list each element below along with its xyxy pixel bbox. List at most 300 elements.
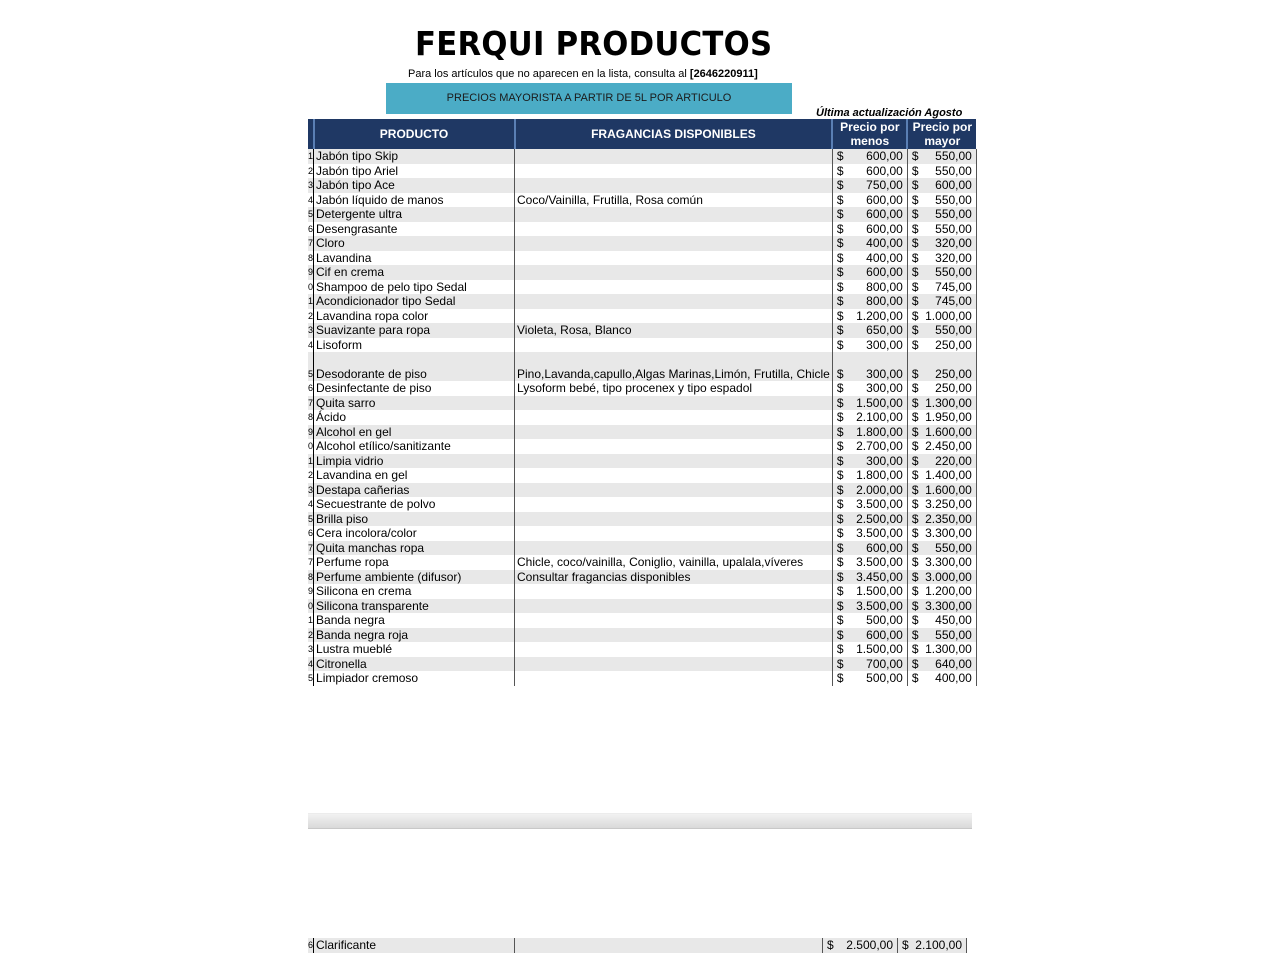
wholesale-price (907, 570, 976, 585)
wholesale-price (907, 628, 976, 643)
currency-symbol: $ (911, 555, 919, 570)
retail-price-value: 1.500,00 (856, 642, 903, 657)
retail-price-value: 3.500,00 (856, 555, 903, 570)
row-number: 2 (308, 468, 314, 483)
row-number: 1 (308, 613, 314, 628)
table-row (308, 657, 976, 672)
retail-price-value: 1.800,00 (856, 468, 903, 483)
currency-symbol: $ (836, 192, 844, 207)
currency-symbol: $ (836, 337, 844, 352)
product-fragrances (515, 149, 833, 164)
currency-symbol: $ (836, 526, 844, 541)
currency-symbol: $ (836, 323, 844, 338)
wholesale-price (907, 222, 976, 237)
retail-price-value: 1.800,00 (856, 424, 903, 439)
wholesale-price (907, 497, 976, 512)
retail-price-value: 300,00 (866, 337, 903, 352)
wholesale-price (898, 938, 967, 953)
retail-price (832, 599, 907, 614)
product-fragrances (515, 483, 833, 498)
product-fragrances (515, 541, 833, 556)
wholesale-price-value: 3.300,00 (925, 598, 972, 613)
table-row (308, 410, 976, 425)
wholesale-price (907, 338, 976, 353)
currency-symbol: $ (836, 613, 844, 628)
table-row (308, 613, 976, 628)
row-number: 1 (308, 294, 314, 309)
currency-symbol: $ (836, 555, 844, 570)
wholesale-price (907, 280, 976, 295)
row-number: 4 (308, 657, 314, 672)
currency-symbol: $ (911, 598, 919, 613)
last-updated-note: Última actualización Agosto (816, 107, 963, 119)
wholesale-price-value: 550,00 (935, 163, 972, 178)
table-row (308, 222, 976, 237)
retail-price-value: 2.100,00 (856, 410, 903, 425)
product-fragrances (515, 265, 833, 280)
table-row (308, 352, 976, 381)
row-number: 6 (308, 938, 314, 953)
currency-symbol: $ (836, 482, 844, 497)
currency-symbol: $ (836, 642, 844, 657)
currency-symbol: $ (911, 671, 919, 686)
product-name: Perfume ropa (314, 555, 515, 570)
retail-price (832, 512, 907, 527)
product-fragrances (515, 294, 833, 309)
retail-price (832, 657, 907, 672)
currency-symbol: $ (911, 395, 919, 410)
wholesale-price (907, 396, 976, 411)
wholesale-price-value: 550,00 (935, 221, 972, 236)
wholesale-price-value: 320,00 (935, 250, 972, 265)
wholesale-price-value: 1.300,00 (925, 395, 972, 410)
retail-price-value: 1.200,00 (856, 308, 903, 323)
row-number: 4 (308, 193, 314, 208)
retail-price-value: 600,00 (866, 221, 903, 236)
table-row (308, 541, 976, 556)
product-fragrances (515, 222, 833, 237)
contact-phone: [2646220911] (689, 68, 758, 80)
product-name: Ácido (314, 410, 515, 425)
table-row (308, 671, 976, 686)
currency-symbol: $ (911, 453, 919, 468)
retail-price (832, 541, 907, 556)
wholesale-price-value: 1.950,00 (925, 410, 972, 425)
row-number: 3 (308, 642, 314, 657)
table-row (308, 381, 976, 396)
product-fragrances (515, 178, 833, 193)
retail-price-value: 2.000,00 (856, 482, 903, 497)
currency-symbol: $ (911, 497, 919, 512)
row-number: 5 (308, 512, 314, 527)
retail-price-value: 700,00 (866, 656, 903, 671)
product-name: Perfume ambiente (difusor) (314, 570, 515, 585)
currency-symbol: $ (836, 207, 844, 222)
table-header-row (308, 119, 976, 149)
retail-price (832, 294, 907, 309)
row-number: 8 (308, 251, 314, 266)
row-number: 1 (308, 454, 314, 469)
retail-price-value: 3.500,00 (856, 526, 903, 541)
retail-price (832, 178, 907, 193)
product-name: Desengrasante (314, 222, 515, 237)
wholesale-price (907, 164, 976, 179)
wholesale-price-value: 320,00 (935, 236, 972, 251)
product-name: Destapa cañerias (314, 483, 515, 498)
product-name: Cera incolora/color (314, 526, 515, 541)
subtitle (408, 68, 758, 80)
table-row (308, 207, 976, 222)
currency-symbol: $ (911, 613, 919, 628)
retail-price-value: 300,00 (866, 381, 903, 396)
table-row (308, 149, 976, 164)
product-fragrances (515, 454, 833, 469)
currency-symbol: $ (911, 149, 919, 164)
wholesale-price-value: 220,00 (935, 453, 972, 468)
table-row (308, 396, 976, 411)
wholesale-price-value: 2.450,00 (925, 439, 972, 454)
currency-symbol: $ (911, 279, 919, 294)
product-fragrances (515, 613, 833, 628)
currency-symbol: $ (911, 381, 919, 396)
currency-symbol: $ (911, 540, 919, 555)
product-fragrances (515, 309, 833, 324)
product-fragrances (515, 439, 833, 454)
retail-price (832, 454, 907, 469)
wholesale-price (907, 555, 976, 570)
retail-price (832, 164, 907, 179)
currency-symbol: $ (836, 163, 844, 178)
retail-price (832, 251, 907, 266)
retail-price (832, 570, 907, 585)
wholesale-price (907, 483, 976, 498)
retail-price-value: 650,00 (866, 323, 903, 338)
product-fragrances: Coco/Vainilla, Frutilla, Rosa común (515, 193, 833, 208)
currency-symbol: $ (836, 250, 844, 265)
row-number: 3 (308, 178, 314, 193)
product-name: Citronella (314, 657, 515, 672)
currency-symbol: $ (827, 938, 834, 953)
product-fragrances (515, 164, 833, 179)
product-name: Jabón tipo Skip (314, 149, 515, 164)
product-fragrances (515, 671, 833, 686)
currency-symbol: $ (911, 468, 919, 483)
wholesale-price-value: 250,00 (935, 367, 972, 381)
retail-price-value: 600,00 (866, 627, 903, 642)
wholesale-price-value: 1.600,00 (925, 424, 972, 439)
retail-price (832, 338, 907, 353)
table-row (308, 236, 976, 251)
table-row (308, 280, 976, 295)
wholesale-price (907, 309, 976, 324)
currency-symbol: $ (836, 584, 844, 599)
row-number: 9 (308, 425, 314, 440)
retail-price-value: 400,00 (866, 236, 903, 251)
product-name: Lavandina en gel (314, 468, 515, 483)
wholesale-price (907, 671, 976, 686)
page-title: FERQUI PRODUCTOS (415, 24, 773, 63)
product-name: Banda negra (314, 613, 515, 628)
currency-symbol: $ (836, 569, 844, 584)
retail-price-value: 300,00 (866, 367, 903, 381)
row-number: 0 (308, 280, 314, 295)
currency-symbol: $ (836, 424, 844, 439)
retail-price (832, 280, 907, 295)
row-number: 1 (308, 149, 314, 164)
wholesale-price (907, 439, 976, 454)
row-number: 0 (308, 439, 314, 454)
currency-symbol: $ (911, 221, 919, 236)
row-number: 4 (308, 497, 314, 512)
product-name: Secuestrante de polvo (314, 497, 515, 512)
retail-price (832, 584, 907, 599)
retail-price-value: 500,00 (866, 671, 903, 686)
wholesale-price (907, 381, 976, 396)
retail-price (832, 628, 907, 643)
table-row (308, 178, 976, 193)
retail-price-value: 600,00 (866, 207, 903, 222)
product-fragrances (515, 236, 833, 251)
wholesale-price-value: 550,00 (935, 540, 972, 555)
product-name: Detergente ultra (314, 207, 515, 222)
retail-price (832, 425, 907, 440)
product-fragrances (515, 512, 833, 527)
retail-price (832, 309, 907, 324)
wholesale-price (907, 178, 976, 193)
table-row (308, 642, 976, 657)
wholesale-price-value: 250,00 (935, 337, 972, 352)
wholesale-price-value: 400,00 (935, 671, 972, 686)
retail-price-value: 800,00 (866, 294, 903, 309)
product-fragrances (515, 497, 833, 512)
currency-symbol: $ (911, 178, 919, 193)
product-name: Lisoform (314, 338, 515, 353)
retail-price-value: 3.500,00 (856, 497, 903, 512)
product-name: Limpia vidrio (314, 454, 515, 469)
retail-price-column-header: Precio por menos (832, 119, 907, 149)
retail-price-value: 2.500,00 (846, 938, 894, 953)
currency-symbol: $ (911, 642, 919, 657)
retail-price (832, 323, 907, 338)
retail-price-value: 500,00 (866, 613, 903, 628)
wholesale-price-value: 550,00 (935, 207, 972, 222)
product-fragrances: Chicle, coco/vainilla, Coniglio, vainilla, upalala,víveres (515, 555, 833, 570)
wholesale-price (907, 193, 976, 208)
product-name: Brilla piso (314, 512, 515, 527)
table-row (308, 526, 976, 541)
currency-symbol: $ (911, 526, 919, 541)
table-row (308, 309, 976, 324)
table-row (308, 265, 976, 280)
retail-price (823, 938, 898, 953)
retail-price-value: 2.700,00 (856, 439, 903, 454)
wholesale-price (907, 352, 976, 381)
currency-symbol: $ (911, 323, 919, 338)
retail-price (832, 439, 907, 454)
product-column-header: PRODUCTO (314, 119, 515, 149)
wholesale-price (907, 599, 976, 614)
product-fragrances (515, 251, 833, 266)
wholesale-price (907, 236, 976, 251)
wholesale-price-value: 250,00 (935, 381, 972, 396)
row-number: 6 (308, 381, 314, 396)
row-number: 4 (308, 338, 314, 353)
row-number: 2 (308, 628, 314, 643)
product-name: Alcohol en gel (314, 425, 515, 440)
currency-symbol: $ (911, 163, 919, 178)
table-body (308, 149, 976, 686)
currency-symbol: $ (902, 938, 909, 953)
currency-symbol: $ (836, 511, 844, 526)
product-name: Acondicionador tipo Sedal (314, 294, 515, 309)
retail-price-value: 400,00 (866, 250, 903, 265)
product-name: Desinfectante de piso (314, 381, 515, 396)
wholesale-price-value: 1.200,00 (925, 584, 972, 599)
retail-price-value: 1.500,00 (856, 584, 903, 599)
table-row (308, 628, 976, 643)
retail-price (832, 468, 907, 483)
product-fragrances (515, 628, 833, 643)
row-number: 8 (308, 410, 314, 425)
wholesale-price (907, 526, 976, 541)
retail-price-value: 750,00 (866, 178, 903, 193)
retail-price (832, 671, 907, 686)
wholesale-price-value: 550,00 (935, 265, 972, 280)
fragrances-column-header: FRAGANCIAS DISPONIBLES (515, 119, 833, 149)
product-fragrances (515, 938, 823, 953)
table-row (308, 454, 976, 469)
currency-symbol: $ (836, 627, 844, 642)
row-number: 8 (308, 570, 314, 585)
product-name: Suavizante para ropa (314, 323, 515, 338)
subtitle-text: Para los artículos que no aparecen en la lista, consulta al (408, 68, 690, 80)
wholesale-price-column-header: Precio por mayor (907, 119, 976, 149)
wholesale-price-value: 745,00 (935, 294, 972, 309)
row-number: 3 (308, 483, 314, 498)
currency-symbol: $ (836, 149, 844, 164)
row-number: 9 (308, 265, 314, 280)
row-number: 6 (308, 526, 314, 541)
currency-symbol: $ (911, 627, 919, 642)
retail-price-value: 2.500,00 (856, 511, 903, 526)
wholesale-price (907, 642, 976, 657)
wholesale-price-value: 3.300,00 (925, 555, 972, 570)
currency-symbol: $ (836, 294, 844, 309)
retail-price (832, 497, 907, 512)
retail-price (832, 236, 907, 251)
product-fragrances (515, 338, 833, 353)
wholesale-price (907, 468, 976, 483)
wholesale-price-value: 450,00 (935, 613, 972, 628)
wholesale-price-value: 3.300,00 (925, 526, 972, 541)
product-name: Clarificante (314, 938, 515, 953)
product-fragrances (515, 584, 833, 599)
retail-price (832, 396, 907, 411)
retail-price-value: 600,00 (866, 265, 903, 280)
wholesale-price (907, 323, 976, 338)
currency-symbol: $ (836, 178, 844, 193)
wholesale-price-value: 1.000,00 (925, 308, 972, 323)
wholesale-price (907, 149, 976, 164)
page-break-divider (308, 813, 972, 829)
wholesale-price (907, 251, 976, 266)
currency-symbol: $ (836, 221, 844, 236)
retail-price (832, 149, 907, 164)
table-row (308, 425, 976, 440)
retail-price (832, 613, 907, 628)
currency-symbol: $ (836, 236, 844, 251)
table-row (308, 439, 976, 454)
wholesale-price (907, 294, 976, 309)
wholesale-price (907, 425, 976, 440)
product-name: Jabón líquido de manos (314, 193, 515, 208)
product-fragrances: Lysoform bebé, tipo procenex y tipo espadol (515, 381, 833, 396)
retail-price (832, 381, 907, 396)
currency-symbol: $ (836, 656, 844, 671)
wholesale-price (907, 454, 976, 469)
wholesale-price (907, 512, 976, 527)
retail-price (832, 642, 907, 657)
retail-price (832, 222, 907, 237)
currency-symbol: $ (836, 308, 844, 323)
wholesale-price-value: 3.250,00 (925, 497, 972, 512)
wholesale-price (907, 613, 976, 628)
currency-symbol: $ (911, 250, 919, 265)
retail-price-value: 1.500,00 (856, 395, 903, 410)
price-table-continued (308, 938, 967, 953)
retail-price (832, 207, 907, 222)
product-fragrances (515, 526, 833, 541)
currency-symbol: $ (911, 308, 919, 323)
table-row (308, 338, 976, 353)
product-fragrances (515, 468, 833, 483)
product-fragrances (515, 207, 833, 222)
product-fragrances: Pino,Lavanda,capullo,Algas Marinas,Limón, Frutilla, Chicle (515, 352, 833, 381)
wholesale-price-value: 550,00 (935, 149, 972, 164)
currency-symbol: $ (911, 410, 919, 425)
product-name: Desodorante de piso (314, 352, 515, 381)
wholesale-banner: PRECIOS MAYORISTA A PARTIR DE 5L POR ARTICULO (386, 83, 792, 114)
product-fragrances (515, 396, 833, 411)
currency-symbol: $ (836, 468, 844, 483)
row-number: 9 (308, 584, 314, 599)
currency-symbol: $ (911, 236, 919, 251)
table-row (308, 938, 967, 953)
wholesale-price-value: 2.350,00 (925, 511, 972, 526)
row-number: 7 (308, 555, 314, 570)
product-fragrances (515, 425, 833, 440)
table-row (308, 483, 976, 498)
retail-price-value: 600,00 (866, 540, 903, 555)
table-row (308, 164, 976, 179)
currency-symbol: $ (836, 410, 844, 425)
currency-symbol: $ (836, 367, 844, 381)
product-name: Cif en crema (314, 265, 515, 280)
retail-price-value: 3.450,00 (856, 569, 903, 584)
retail-price-value: 3.500,00 (856, 598, 903, 613)
currency-symbol: $ (836, 497, 844, 512)
wholesale-price (907, 584, 976, 599)
currency-symbol: $ (836, 598, 844, 613)
retail-price (832, 526, 907, 541)
table-row (308, 555, 976, 570)
price-table (308, 119, 977, 686)
currency-symbol: $ (836, 540, 844, 555)
product-name: Shampoo de pelo tipo Sedal (314, 280, 515, 295)
currency-symbol: $ (911, 192, 919, 207)
table-row (308, 584, 976, 599)
row-number: 7 (308, 396, 314, 411)
